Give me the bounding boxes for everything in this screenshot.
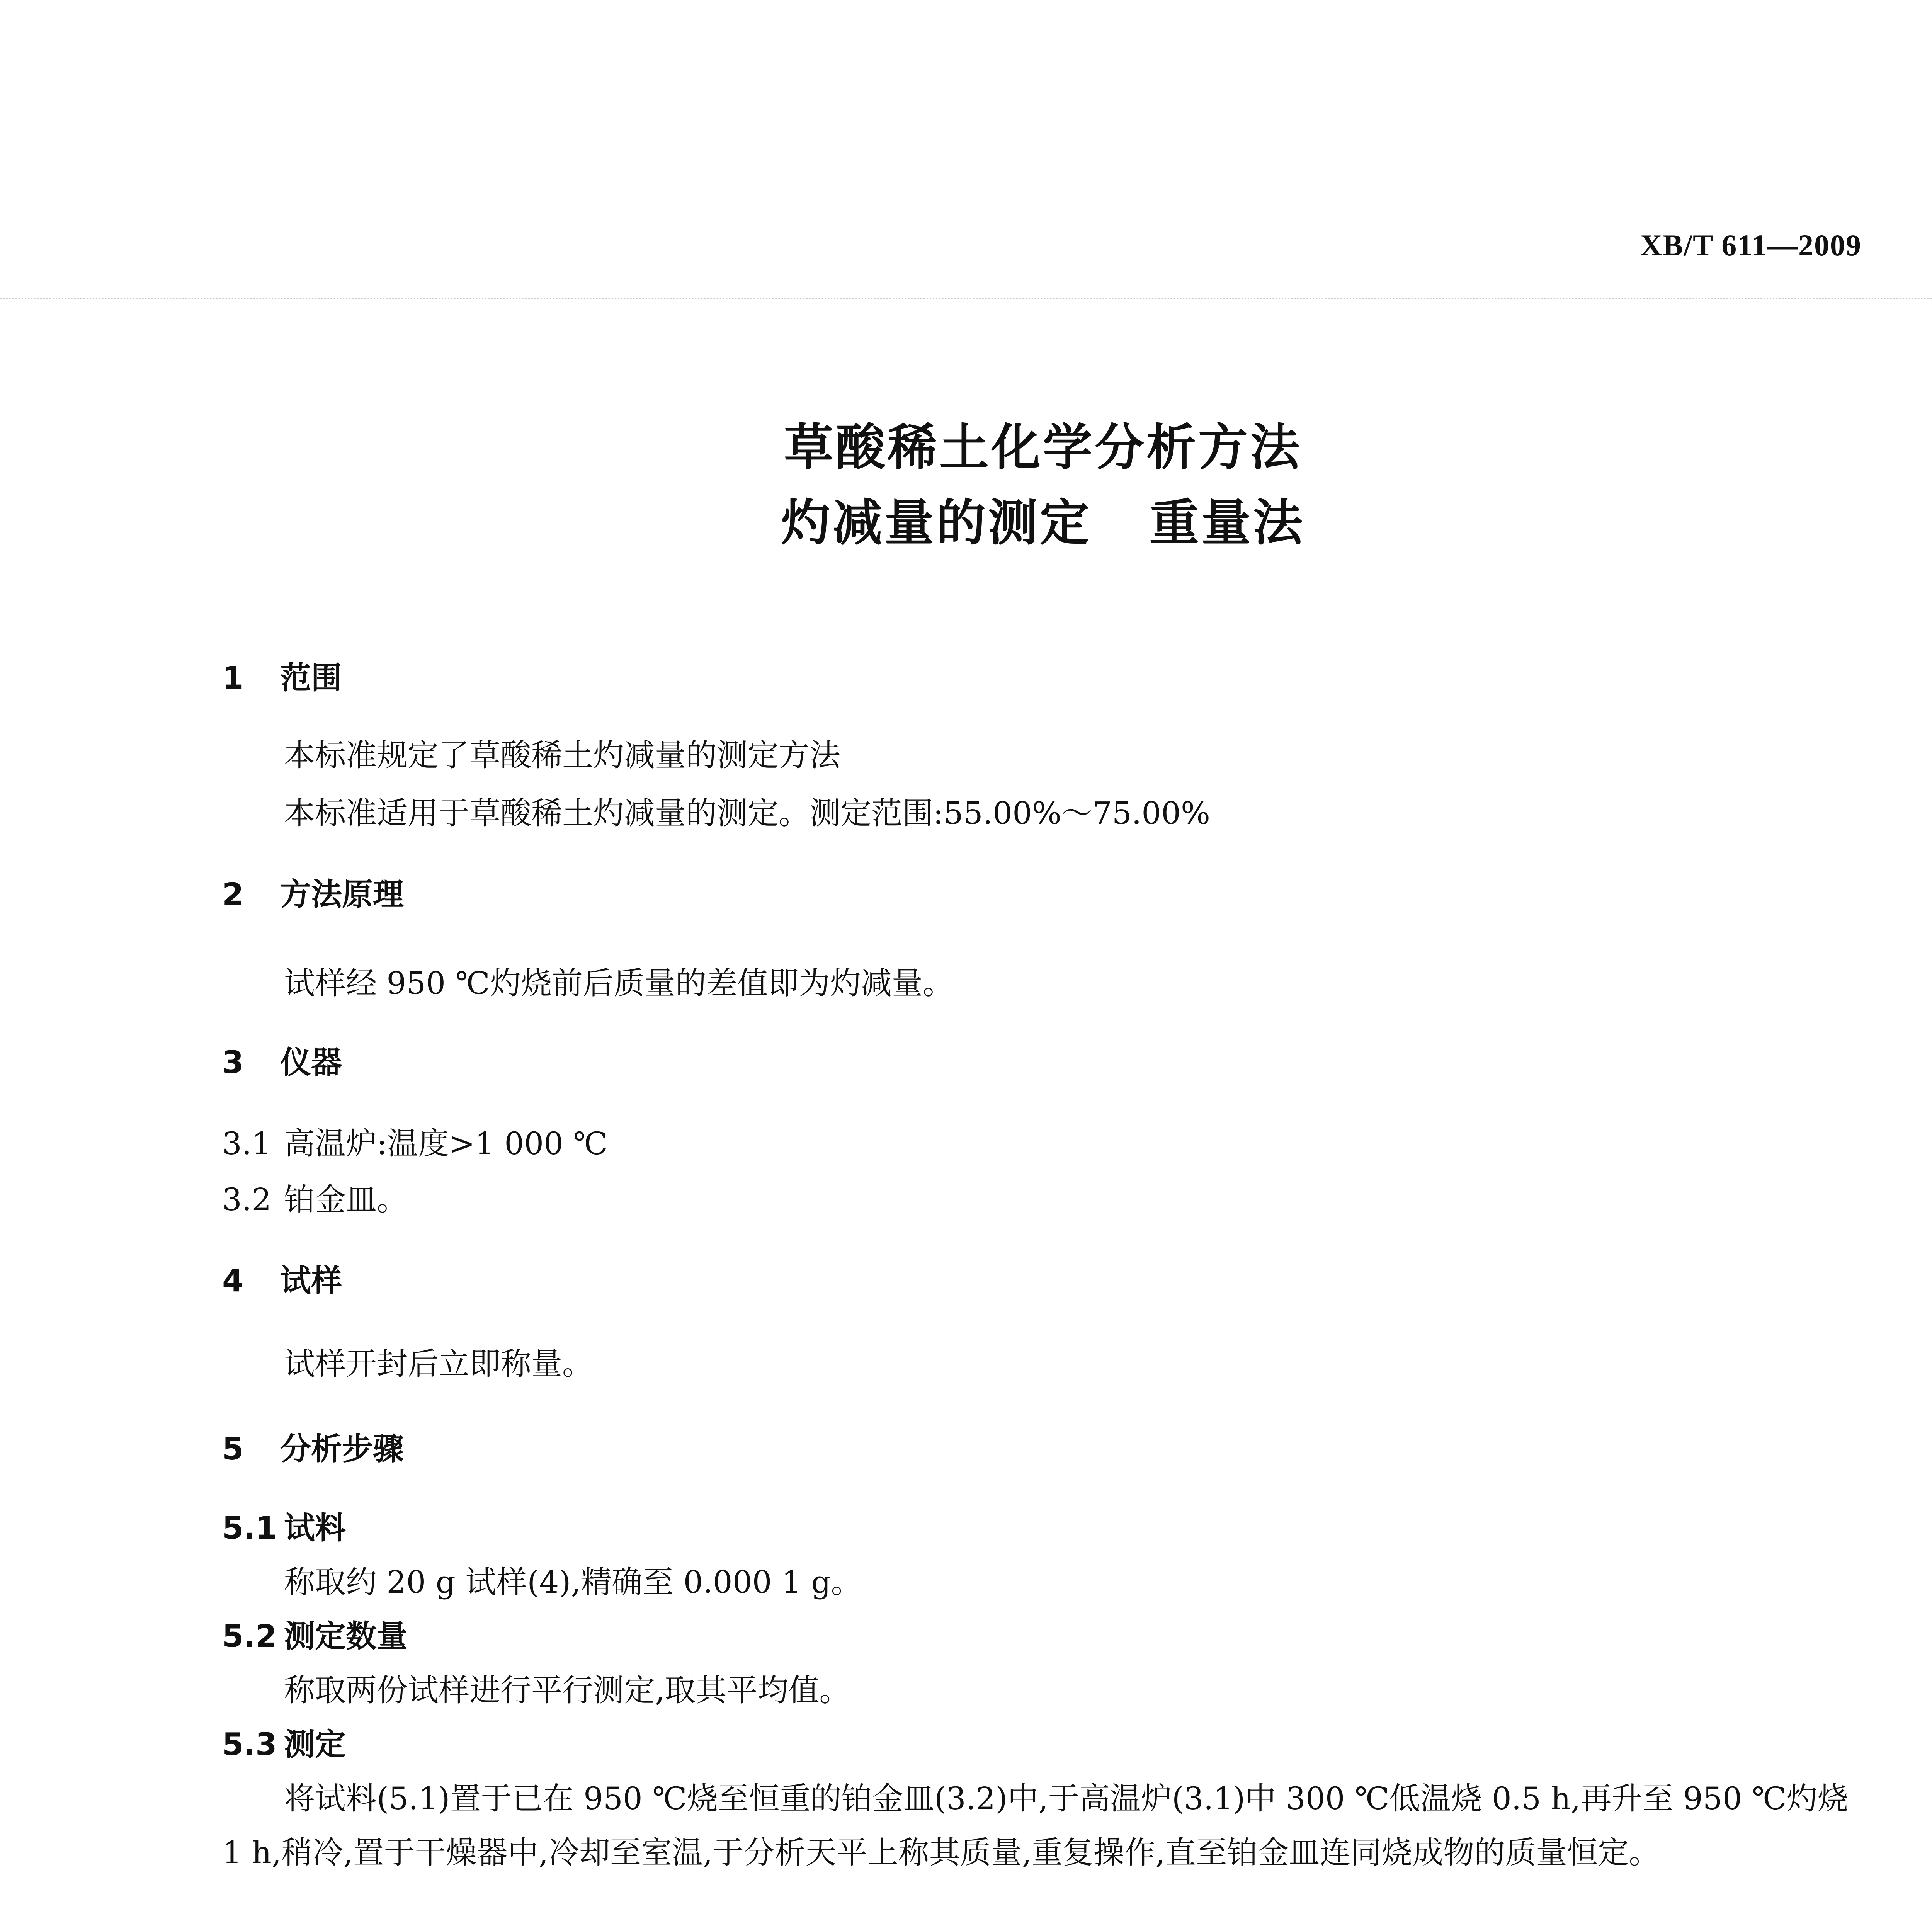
section-number: 2 — [222, 876, 244, 912]
item-number: 3.2 — [222, 1182, 272, 1218]
section-number: 5.2 — [222, 1618, 277, 1654]
section-title: 试料 — [284, 1510, 346, 1546]
section-5-1-text: 称取约 20 g 试样(4),精确至 0.000 1 g。 — [284, 1564, 862, 1600]
section-5-2-text: 称取两份试样进行平行测定,取其平均值。 — [284, 1672, 850, 1708]
section-title: 仪器 — [280, 1044, 342, 1080]
section-number: 5.1 — [222, 1510, 277, 1546]
item-3-2 — [222, 1182, 408, 1218]
section-title: 测定 — [284, 1726, 346, 1762]
section-1-paragraph-1: 本标准规定了草酸稀土灼减量的测定方法 — [284, 737, 840, 773]
item-text: 高温炉:温度>1 000 ℃ — [284, 1126, 608, 1162]
standard-code: XB/T 611—2009 — [1640, 228, 1862, 262]
section-title: 范围 — [280, 660, 342, 696]
section-title: 试样 — [280, 1263, 342, 1299]
section-5-3-heading — [222, 1726, 346, 1762]
item-text: 铂金皿。 — [284, 1182, 408, 1218]
section-number: 3 — [222, 1044, 244, 1080]
section-1-paragraph-2: 本标准适用于草酸稀土灼减量的测定。测定范围:55.00%～75.00% — [284, 795, 1211, 831]
header-divider — [0, 298, 1932, 299]
title-method: 重量法 — [1150, 494, 1305, 552]
section-5-3-paragraph — [222, 1772, 1853, 1880]
section-2-heading — [222, 876, 404, 912]
document-title-line2 — [0, 483, 1932, 554]
document-title-line1: 草酸稀土化学分析方法 — [784, 419, 1302, 476]
section-5-2-heading — [222, 1618, 408, 1654]
item-number: 3.1 — [222, 1126, 272, 1162]
section-title: 方法原理 — [280, 876, 404, 912]
paragraph-text: 将试料(5.1)置于已在 950 ℃烧至恒重的铂金皿(3.2)中,于高温炉(3.1)中 300 ℃低温烧 0.5 h,再升至 950 ℃灼烧 1 h,稍冷,置于干燥器中,冷却至室温,于分析天平上称其质量,重复操作,直至铂金皿连同烧成物的质量恒定。 — [222, 1781, 1849, 1871]
section-5-1-heading — [222, 1510, 346, 1546]
section-number: 5 — [222, 1431, 244, 1467]
section-3-heading — [222, 1044, 342, 1080]
section-4-paragraph: 试样开封后立即称量。 — [284, 1346, 593, 1382]
section-title: 测定数量 — [284, 1618, 408, 1654]
section-4-heading — [222, 1263, 342, 1299]
section-title: 分析步骤 — [280, 1431, 404, 1467]
section-5-heading — [222, 1431, 404, 1467]
title-subject: 灼减量的测定 — [781, 494, 1092, 552]
section-number: 4 — [222, 1263, 244, 1299]
item-3-1 — [222, 1126, 608, 1162]
section-1-heading — [222, 660, 342, 696]
section-2-paragraph: 试样经 950 ℃灼烧前后质量的差值即为灼减量。 — [284, 965, 954, 1001]
section-number: 1 — [222, 660, 244, 696]
section-number: 5.3 — [222, 1726, 277, 1762]
